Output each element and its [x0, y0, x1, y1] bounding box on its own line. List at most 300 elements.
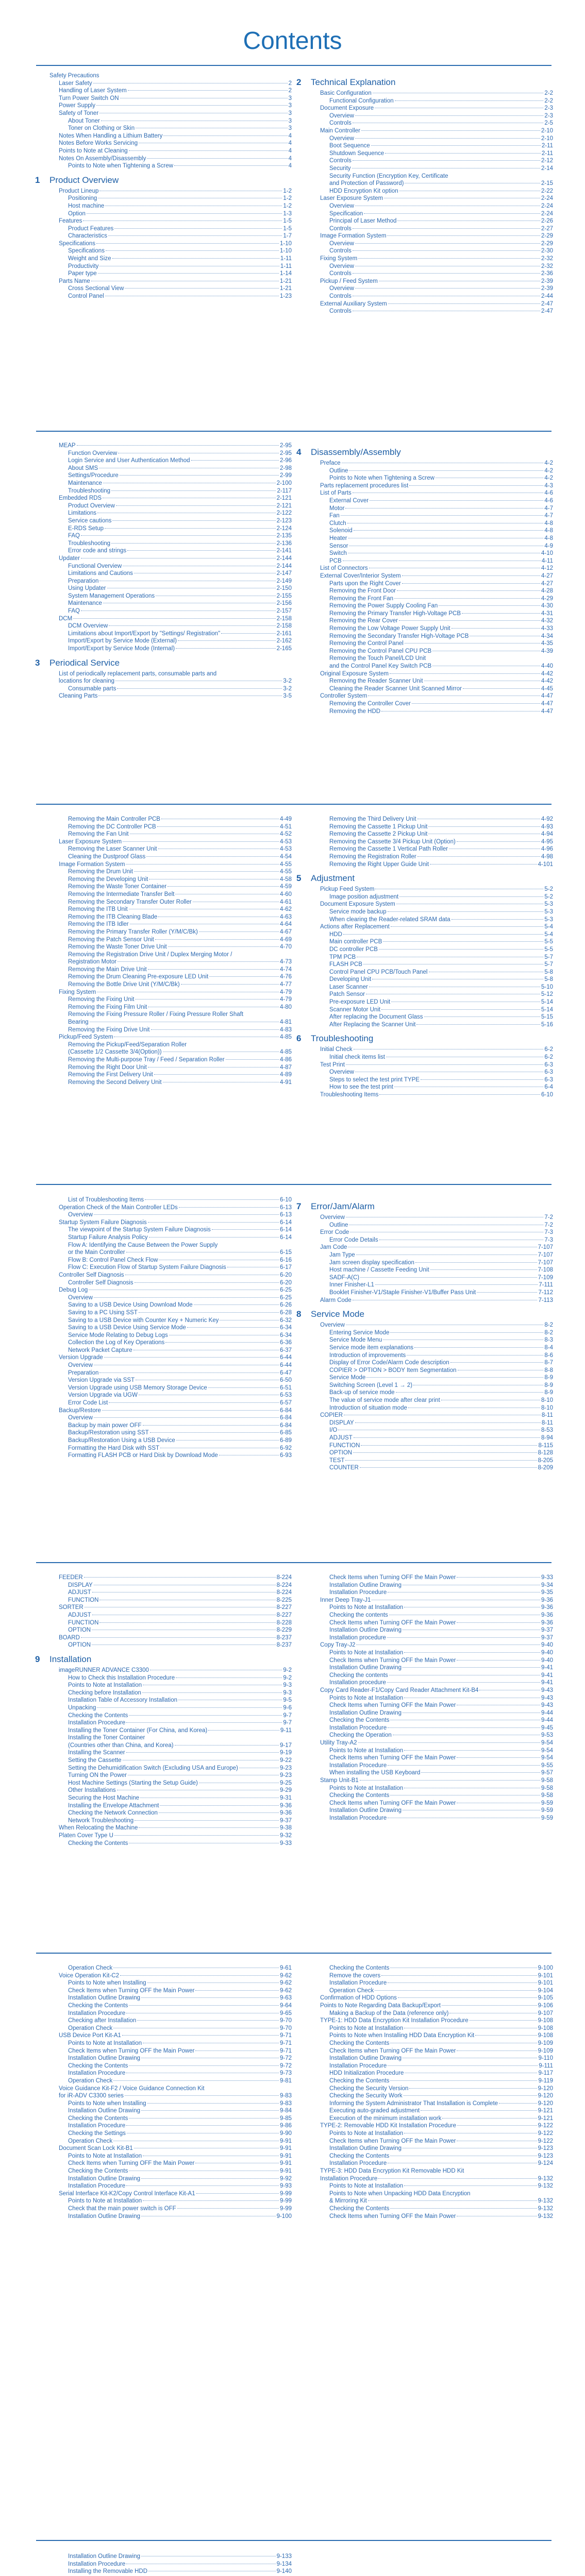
toc-entry[interactable]: [49, 2047, 292, 2055]
toc-entry[interactable]: [49, 989, 292, 996]
toc-entry[interactable]: [49, 1574, 292, 1582]
toc-entry[interactable]: [49, 973, 292, 981]
toc-entry[interactable]: [49, 1324, 292, 1332]
toc-entry[interactable]: [49, 132, 292, 140]
toc-entry[interactable]: [311, 1374, 553, 1382]
toc-entry[interactable]: [49, 1211, 292, 1219]
toc-entry[interactable]: [311, 1061, 553, 1069]
toc-entry[interactable]: [49, 555, 292, 563]
toc-entry[interactable]: [49, 928, 292, 936]
toc-entry[interactable]: [311, 2138, 553, 2145]
toc-entry[interactable]: [49, 1619, 292, 1627]
toc-entry[interactable]: [49, 816, 292, 823]
toc-entry[interactable]: [49, 1422, 292, 1430]
toc-entry[interactable]: [49, 1597, 292, 1604]
toc-entry[interactable]: [49, 2153, 292, 2160]
toc-entry[interactable]: [311, 1777, 553, 1785]
toc-entry[interactable]: [311, 2160, 553, 2167]
toc-entry[interactable]: [311, 692, 553, 700]
toc-entry[interactable]: [311, 976, 553, 984]
toc-entry[interactable]: [49, 630, 292, 638]
toc-entry[interactable]: [311, 460, 553, 467]
toc-entry[interactable]: [311, 823, 553, 831]
toc-entry[interactable]: [311, 587, 553, 595]
toc-entry[interactable]: [49, 1026, 292, 1034]
toc-entry[interactable]: [311, 2153, 553, 2160]
toc-entry[interactable]: [49, 162, 292, 170]
toc-entry[interactable]: [311, 2115, 553, 2123]
toc-entry[interactable]: [311, 180, 553, 188]
toc-entry[interactable]: [49, 1384, 292, 1392]
toc-entry[interactable]: [49, 563, 292, 570]
toc-entry[interactable]: [49, 87, 292, 95]
toc-entry[interactable]: [49, 547, 292, 555]
toc-entry[interactable]: [311, 893, 553, 901]
toc-entry[interactable]: [49, 1392, 292, 1399]
toc-entry[interactable]: [49, 1634, 292, 1642]
toc-entry[interactable]: [49, 495, 292, 502]
toc-entry[interactable]: [49, 95, 292, 103]
toc-entry[interactable]: [49, 2085, 292, 2093]
toc-entry[interactable]: [311, 2062, 553, 2070]
toc-entry[interactable]: [49, 1987, 292, 1995]
toc-entry[interactable]: [311, 505, 553, 513]
toc-entry[interactable]: [49, 1697, 292, 1704]
toc-entry[interactable]: [311, 2047, 553, 2055]
toc-entry[interactable]: [49, 1309, 292, 1317]
toc-entry[interactable]: [49, 2062, 292, 2070]
toc-entry[interactable]: [311, 1289, 553, 1297]
toc-entry[interactable]: [311, 165, 553, 173]
toc-entry[interactable]: [311, 946, 553, 954]
toc-entry[interactable]: [311, 853, 553, 861]
toc-entry[interactable]: [49, 1641, 292, 1649]
toc-entry[interactable]: [49, 2002, 292, 2010]
toc-entry[interactable]: [49, 1840, 292, 1848]
toc-entry[interactable]: [311, 1352, 553, 1360]
toc-entry[interactable]: [311, 1657, 553, 1665]
toc-entry[interactable]: [311, 1972, 553, 1980]
toc-entry[interactable]: [311, 120, 553, 127]
toc-entry[interactable]: [49, 861, 292, 869]
toc-entry[interactable]: [311, 984, 553, 991]
toc-entry[interactable]: [49, 1802, 292, 1810]
toc-entry[interactable]: [311, 1619, 553, 1627]
toc-entry[interactable]: [49, 883, 292, 891]
toc-entry[interactable]: [311, 1442, 553, 1450]
toc-entry[interactable]: [49, 1452, 292, 1460]
toc-entry[interactable]: [311, 1006, 553, 1014]
toc-entry[interactable]: [49, 1317, 292, 1325]
toc-entry[interactable]: [311, 1344, 553, 1352]
toc-entry[interactable]: [49, 502, 292, 510]
toc-entry[interactable]: [49, 102, 292, 110]
toc-entry[interactable]: [49, 293, 292, 300]
toc-entry[interactable]: [311, 255, 553, 263]
toc-entry[interactable]: [311, 482, 553, 490]
toc-entry[interactable]: [311, 1259, 553, 1267]
toc-entry[interactable]: [49, 891, 292, 899]
toc-entry[interactable]: [49, 592, 292, 600]
toc-entry[interactable]: [49, 1196, 292, 1204]
toc-entry[interactable]: [311, 1229, 553, 1236]
toc-entry[interactable]: [49, 1272, 292, 1279]
toc-entry[interactable]: [49, 188, 292, 195]
toc-entry[interactable]: [49, 1809, 292, 1817]
toc-entry[interactable]: [49, 1719, 292, 1727]
toc-entry[interactable]: [311, 1404, 553, 1412]
toc-entry[interactable]: [49, 1048, 292, 1056]
toc-entry[interactable]: [49, 1445, 292, 1452]
toc-entry[interactable]: [49, 2025, 292, 2032]
toc-entry[interactable]: [49, 1757, 292, 1765]
toc-entry[interactable]: [49, 125, 292, 132]
toc-entry[interactable]: [49, 510, 292, 517]
toc-entry[interactable]: [49, 943, 292, 951]
toc-entry[interactable]: [311, 2032, 553, 2040]
chapter-heading[interactable]: [35, 1654, 292, 1665]
toc-entry[interactable]: [311, 300, 553, 308]
toc-entry[interactable]: [49, 951, 292, 959]
toc-entry[interactable]: [311, 1604, 553, 1612]
toc-entry[interactable]: [311, 708, 553, 716]
toc-entry[interactable]: [49, 2197, 292, 2205]
toc-entry[interactable]: [311, 1979, 553, 1987]
toc-entry[interactable]: [311, 135, 553, 143]
toc-entry[interactable]: [49, 2182, 292, 2190]
toc-entry[interactable]: [49, 2175, 292, 2183]
toc-entry[interactable]: [49, 677, 292, 685]
toc-entry[interactable]: [311, 520, 553, 528]
chapter-heading[interactable]: [296, 1309, 553, 1319]
toc-entry[interactable]: [311, 557, 553, 565]
toc-entry[interactable]: [311, 1641, 553, 1649]
toc-entry[interactable]: [49, 2107, 292, 2115]
toc-entry[interactable]: [311, 1359, 553, 1367]
toc-entry[interactable]: [49, 1972, 292, 1980]
toc-entry[interactable]: [311, 90, 553, 97]
toc-entry[interactable]: [49, 1794, 292, 1802]
toc-entry[interactable]: [311, 2175, 553, 2183]
toc-entry[interactable]: [311, 1792, 553, 1800]
toc-entry[interactable]: [311, 640, 553, 648]
toc-entry[interactable]: [311, 2145, 553, 2153]
toc-entry[interactable]: [311, 938, 553, 946]
toc-entry[interactable]: [49, 1414, 292, 1422]
toc-entry[interactable]: [311, 816, 553, 823]
toc-entry[interactable]: [49, 838, 292, 846]
toc-entry[interactable]: [49, 981, 292, 989]
toc-entry[interactable]: [49, 1749, 292, 1757]
toc-entry[interactable]: [49, 532, 292, 540]
toc-entry[interactable]: [311, 308, 553, 315]
toc-entry[interactable]: [311, 142, 553, 150]
toc-entry[interactable]: [311, 1397, 553, 1404]
toc-entry[interactable]: [311, 2130, 553, 2138]
toc-entry[interactable]: [49, 147, 292, 155]
toc-entry[interactable]: [311, 2040, 553, 2047]
toc-entry[interactable]: [49, 1004, 292, 1011]
toc-entry[interactable]: [49, 450, 292, 457]
toc-entry[interactable]: [311, 1574, 553, 1582]
toc-entry[interactable]: [49, 899, 292, 906]
toc-entry[interactable]: [311, 1762, 553, 1770]
toc-entry[interactable]: [311, 2182, 553, 2190]
toc-entry[interactable]: [49, 2017, 292, 2025]
toc-entry[interactable]: [49, 525, 292, 533]
toc-entry[interactable]: [311, 1419, 553, 1427]
toc-entry[interactable]: [49, 210, 292, 218]
toc-entry[interactable]: [49, 1362, 292, 1369]
toc-entry[interactable]: [49, 823, 292, 831]
toc-entry[interactable]: [311, 916, 553, 924]
toc-entry[interactable]: [311, 923, 553, 931]
toc-entry[interactable]: [49, 2122, 292, 2130]
toc-entry[interactable]: [311, 97, 553, 105]
toc-entry[interactable]: [49, 2160, 292, 2167]
toc-entry[interactable]: [311, 173, 553, 180]
toc-entry[interactable]: [49, 2167, 292, 2175]
toc-entry[interactable]: [311, 1244, 553, 1251]
toc-entry[interactable]: [311, 1739, 553, 1747]
toc-entry[interactable]: [311, 2107, 553, 2115]
toc-entry[interactable]: [311, 1434, 553, 1442]
toc-entry[interactable]: [311, 1679, 553, 1687]
toc-entry[interactable]: [311, 1732, 553, 1739]
toc-entry[interactable]: [311, 2092, 553, 2100]
toc-entry[interactable]: [49, 1294, 292, 1302]
toc-entry[interactable]: [49, 1407, 292, 1415]
toc-entry[interactable]: [49, 913, 292, 921]
toc-entry[interactable]: [49, 2568, 292, 2575]
toc-entry[interactable]: [311, 1717, 553, 1724]
toc-entry[interactable]: [311, 550, 553, 557]
toc-entry[interactable]: [49, 637, 292, 645]
toc-entry[interactable]: [311, 1964, 553, 1972]
toc-entry[interactable]: [311, 908, 553, 916]
toc-entry[interactable]: [311, 1321, 553, 1329]
toc-entry[interactable]: [49, 1824, 292, 1832]
toc-entry[interactable]: [49, 263, 292, 270]
toc-entry[interactable]: [49, 958, 292, 966]
chapter-heading[interactable]: [296, 447, 553, 457]
toc-entry[interactable]: [311, 1054, 553, 1061]
toc-entry[interactable]: [49, 117, 292, 125]
toc-entry[interactable]: [311, 901, 553, 908]
toc-entry[interactable]: [311, 2017, 553, 2025]
toc-entry[interactable]: [311, 127, 553, 135]
toc-entry[interactable]: [49, 472, 292, 480]
toc-entry[interactable]: [311, 1800, 553, 1807]
toc-entry[interactable]: [311, 1694, 553, 1702]
toc-entry[interactable]: [49, 255, 292, 263]
toc-entry[interactable]: [311, 845, 553, 853]
toc-entry[interactable]: [311, 1687, 553, 1694]
toc-entry[interactable]: [311, 1626, 553, 1634]
toc-entry[interactable]: [311, 677, 553, 685]
toc-entry[interactable]: [311, 474, 553, 482]
toc-entry[interactable]: [311, 663, 553, 670]
toc-entry[interactable]: [311, 1702, 553, 1709]
toc-entry[interactable]: [311, 2205, 553, 2213]
toc-entry[interactable]: [49, 1765, 292, 1772]
toc-entry[interactable]: [311, 1222, 553, 1229]
toc-entry[interactable]: [49, 1734, 292, 1742]
toc-entry[interactable]: [311, 202, 553, 210]
toc-entry[interactable]: [49, 1704, 292, 1712]
toc-entry[interactable]: [311, 625, 553, 633]
toc-entry[interactable]: [311, 1649, 553, 1657]
chapter-heading[interactable]: [35, 658, 292, 668]
toc-entry[interactable]: [49, 217, 292, 225]
toc-entry[interactable]: [49, 845, 292, 853]
toc-entry[interactable]: [311, 2190, 553, 2198]
toc-entry[interactable]: [49, 578, 292, 585]
toc-entry[interactable]: [49, 1772, 292, 1780]
toc-entry[interactable]: [311, 1021, 553, 1029]
toc-entry[interactable]: [49, 1994, 292, 2002]
toc-entry[interactable]: [49, 80, 292, 88]
toc-entry[interactable]: [49, 1377, 292, 1384]
toc-entry[interactable]: [49, 540, 292, 548]
toc-entry[interactable]: [49, 1399, 292, 1407]
toc-entry[interactable]: [311, 595, 553, 603]
toc-entry[interactable]: [311, 112, 553, 120]
toc-entry[interactable]: [49, 685, 292, 693]
toc-entry[interactable]: [311, 278, 553, 285]
toc-entry[interactable]: [49, 1301, 292, 1309]
toc-entry[interactable]: [49, 1286, 292, 1294]
toc-entry[interactable]: [49, 140, 292, 147]
toc-entry[interactable]: [49, 1589, 292, 1597]
toc-entry[interactable]: [49, 2561, 292, 2568]
toc-entry[interactable]: [311, 150, 553, 158]
toc-entry[interactable]: [49, 1964, 292, 1972]
toc-entry[interactable]: [311, 2070, 553, 2077]
toc-entry[interactable]: [49, 2553, 292, 2561]
toc-entry[interactable]: [311, 831, 553, 838]
toc-entry[interactable]: [311, 2002, 553, 2010]
toc-entry[interactable]: [49, 2130, 292, 2138]
toc-entry[interactable]: [311, 1785, 553, 1792]
toc-entry[interactable]: [311, 2100, 553, 2108]
toc-entry[interactable]: [311, 1367, 553, 1375]
toc-entry[interactable]: [49, 1369, 292, 1377]
toc-entry[interactable]: [311, 2197, 553, 2205]
toc-entry[interactable]: [311, 247, 553, 255]
toc-entry[interactable]: [49, 1204, 292, 1212]
toc-entry[interactable]: [49, 831, 292, 838]
toc-entry[interactable]: [311, 838, 553, 846]
toc-entry[interactable]: [49, 72, 292, 80]
toc-entry[interactable]: [49, 1817, 292, 1825]
toc-entry[interactable]: [49, 2010, 292, 2018]
toc-entry[interactable]: [311, 886, 553, 893]
toc-entry[interactable]: [311, 1091, 553, 1099]
toc-entry[interactable]: [311, 285, 553, 293]
toc-entry[interactable]: [49, 607, 292, 615]
toc-entry[interactable]: [49, 247, 292, 255]
toc-entry[interactable]: [49, 457, 292, 465]
toc-entry[interactable]: [49, 1257, 292, 1264]
toc-entry[interactable]: [49, 2205, 292, 2213]
toc-entry[interactable]: [49, 465, 292, 472]
toc-entry[interactable]: [49, 1429, 292, 1437]
toc-entry[interactable]: [311, 467, 553, 475]
toc-entry[interactable]: [311, 263, 553, 270]
toc-entry[interactable]: [311, 1427, 553, 1434]
chapter-heading[interactable]: [35, 175, 292, 185]
toc-entry[interactable]: [49, 1242, 292, 1249]
toc-entry[interactable]: [49, 1347, 292, 1354]
toc-entry[interactable]: [311, 1464, 553, 1472]
toc-entry[interactable]: [49, 1332, 292, 1340]
toc-entry[interactable]: [311, 580, 553, 588]
toc-entry[interactable]: [311, 232, 553, 240]
toc-entry[interactable]: [311, 270, 553, 278]
toc-entry[interactable]: [311, 1769, 553, 1777]
toc-entry[interactable]: [311, 1807, 553, 1815]
toc-entry[interactable]: [49, 670, 292, 678]
toc-entry[interactable]: [49, 232, 292, 240]
toc-entry[interactable]: [49, 1079, 292, 1087]
toc-entry[interactable]: [49, 2145, 292, 2153]
toc-entry[interactable]: [311, 188, 553, 195]
toc-entry[interactable]: [311, 527, 553, 535]
toc-entry[interactable]: [311, 1046, 553, 1054]
toc-entry[interactable]: [311, 210, 553, 218]
toc-entry[interactable]: [311, 293, 553, 300]
toc-entry[interactable]: [311, 1281, 553, 1289]
toc-entry[interactable]: [49, 110, 292, 117]
toc-entry[interactable]: [311, 931, 553, 939]
toc-entry[interactable]: [49, 442, 292, 450]
toc-entry[interactable]: [49, 1339, 292, 1347]
toc-entry[interactable]: [49, 1234, 292, 1242]
toc-entry[interactable]: [49, 1682, 292, 1689]
toc-entry[interactable]: [311, 2122, 553, 2130]
toc-entry[interactable]: [311, 1664, 553, 1672]
chapter-heading[interactable]: [296, 1033, 553, 1044]
toc-entry[interactable]: [311, 2085, 553, 2093]
toc-entry[interactable]: [49, 2100, 292, 2108]
toc-entry[interactable]: [311, 157, 553, 165]
toc-entry[interactable]: [49, 622, 292, 630]
toc-entry[interactable]: [49, 1354, 292, 1362]
toc-entry[interactable]: [311, 512, 553, 520]
toc-entry[interactable]: [311, 1449, 553, 1457]
toc-entry[interactable]: [311, 1336, 553, 1344]
toc-entry[interactable]: [311, 617, 553, 625]
toc-entry[interactable]: [49, 1674, 292, 1682]
toc-entry[interactable]: [311, 1582, 553, 1589]
toc-entry[interactable]: [311, 217, 553, 225]
toc-entry[interactable]: [311, 1329, 553, 1337]
toc-entry[interactable]: [311, 655, 553, 663]
chapter-heading[interactable]: [296, 1201, 553, 1212]
toc-entry[interactable]: [49, 517, 292, 525]
toc-entry[interactable]: [49, 1626, 292, 1634]
toc-entry[interactable]: [49, 1787, 292, 1794]
toc-entry[interactable]: [49, 195, 292, 202]
toc-entry[interactable]: [49, 1742, 292, 1750]
toc-entry[interactable]: [49, 278, 292, 285]
toc-entry[interactable]: [311, 998, 553, 1006]
toc-entry[interactable]: [311, 1297, 553, 1304]
toc-entry[interactable]: [311, 1589, 553, 1597]
toc-entry[interactable]: [49, 853, 292, 861]
toc-entry[interactable]: [311, 648, 553, 655]
